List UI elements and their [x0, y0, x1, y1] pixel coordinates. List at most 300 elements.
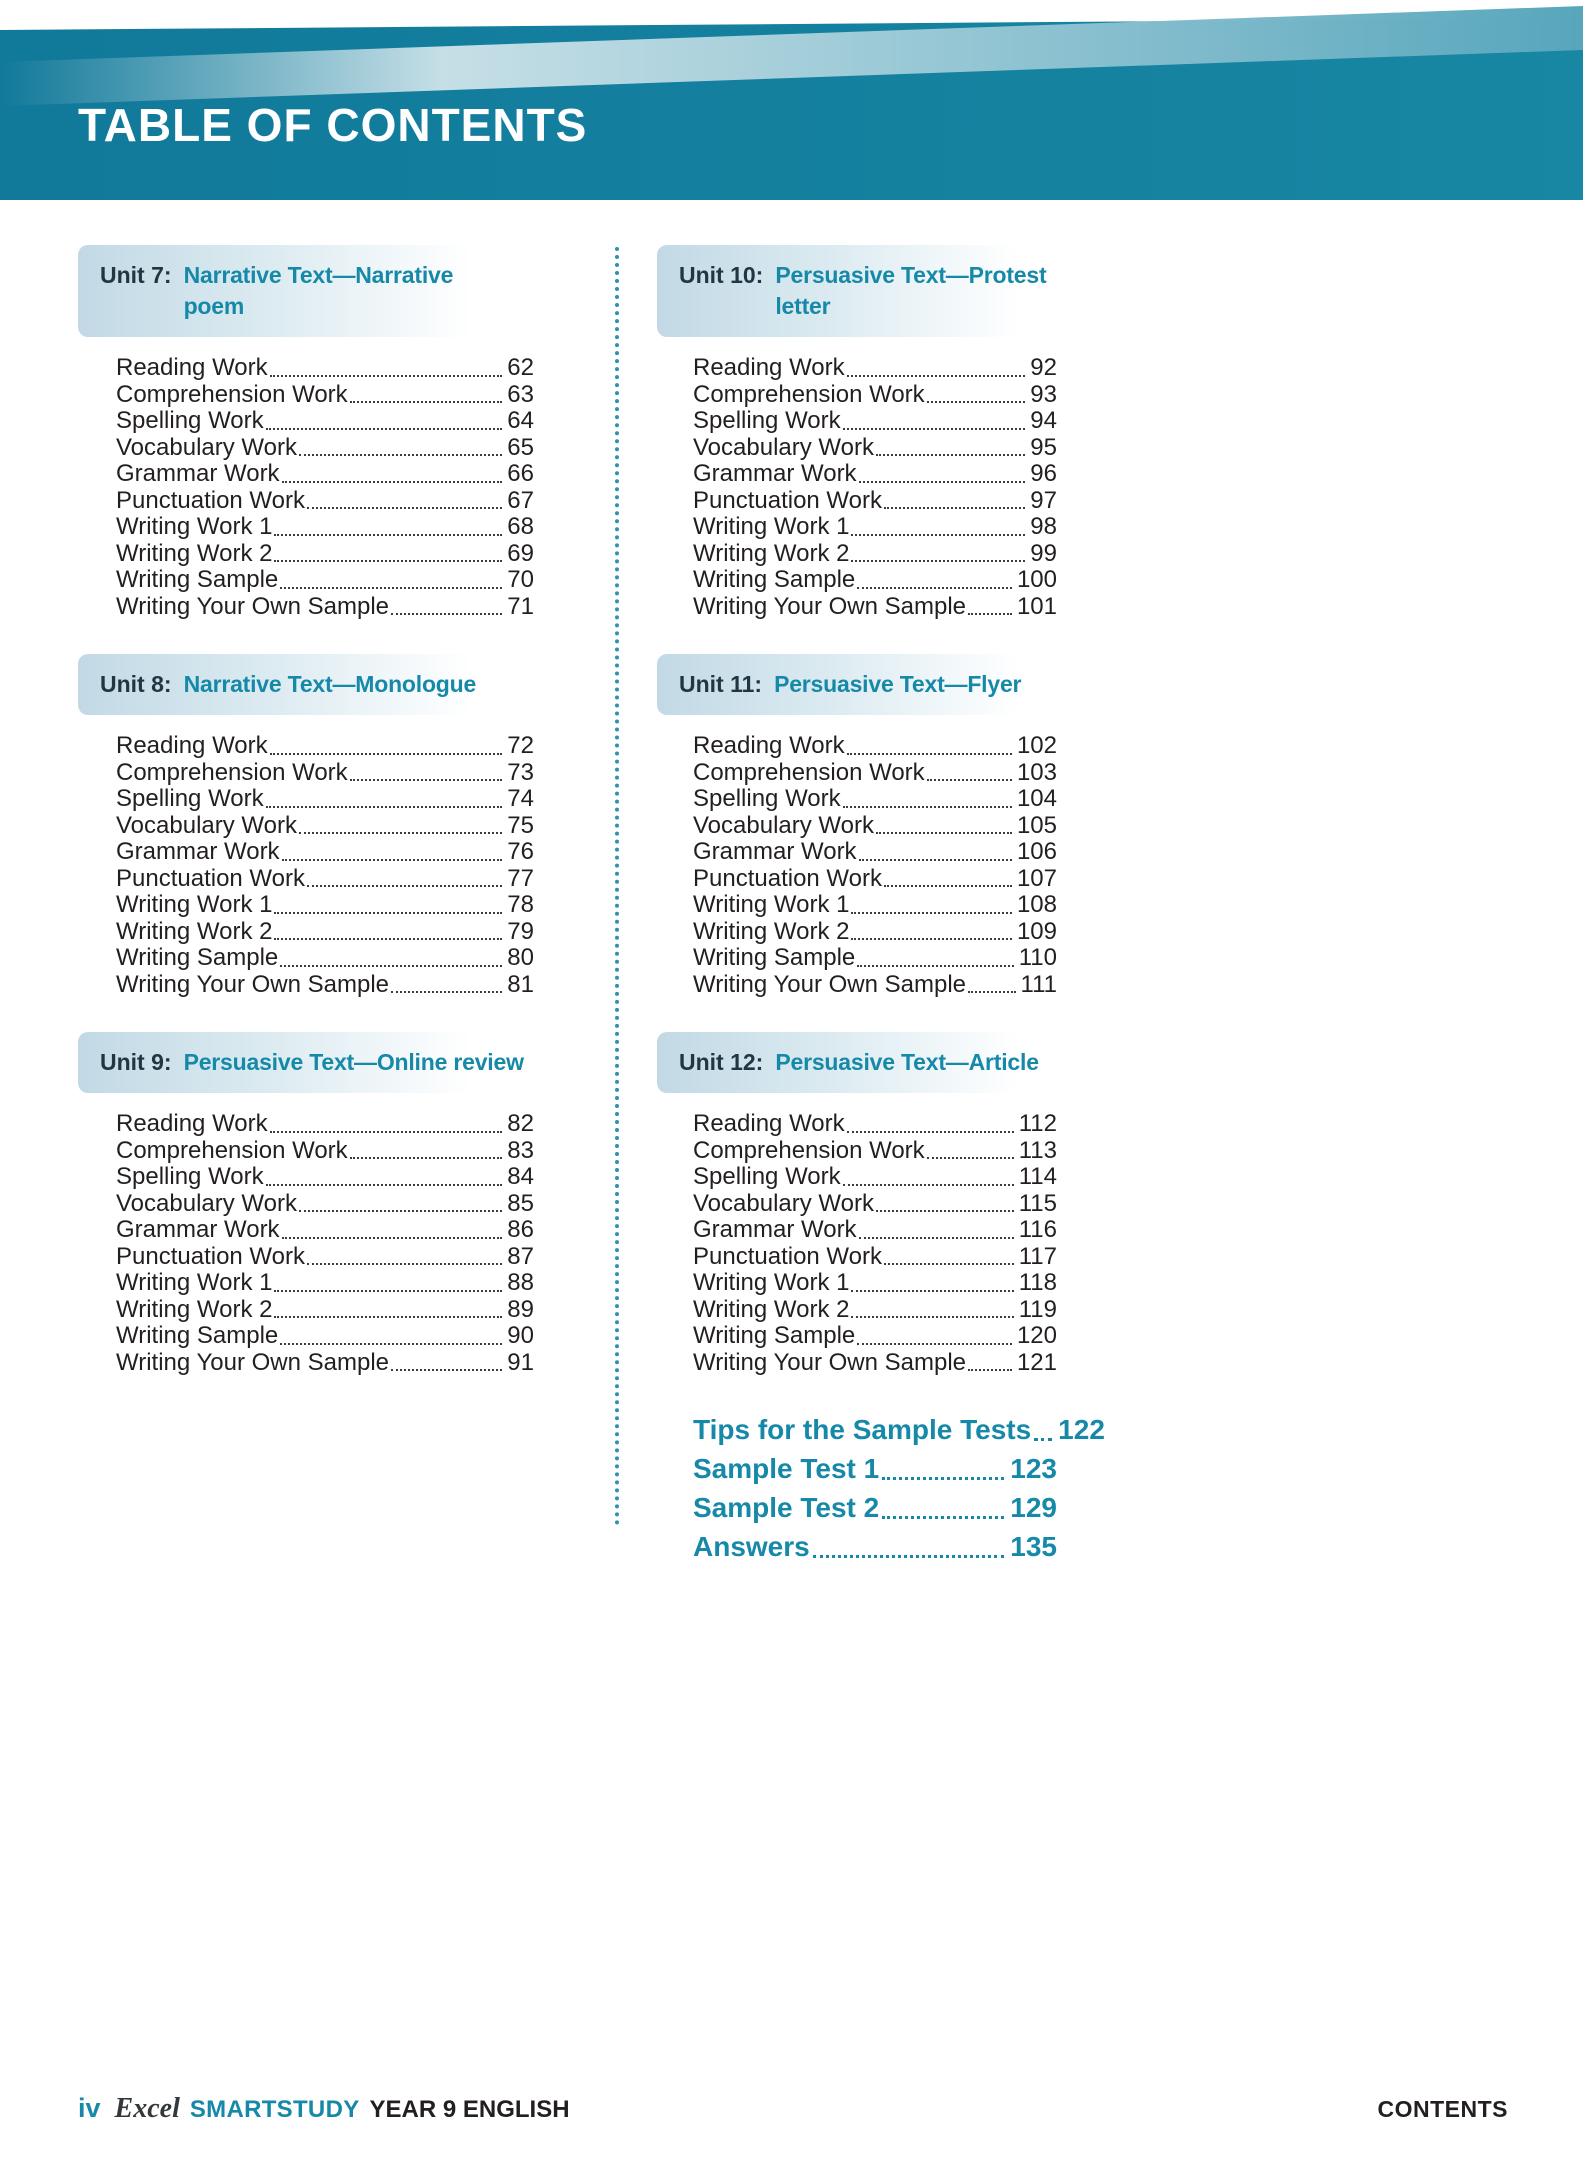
toc-entry: [693, 594, 1057, 621]
toc-entry: [116, 541, 534, 568]
toc-entry: [693, 1350, 1057, 1377]
dot-leader: [851, 534, 1025, 536]
toc-entry-page: 92: [1030, 354, 1057, 381]
toc-entry: [693, 866, 1057, 893]
toc-entry-page: 110: [1018, 944, 1057, 971]
extra-entry: [693, 1410, 1105, 1449]
toc-entry: [116, 813, 534, 840]
page-title: TABLE OF CONTENTS: [78, 99, 588, 151]
toc-entry-label: Spelling Work: [116, 407, 264, 434]
toc-entry-page: 100: [1016, 566, 1057, 593]
dot-leader: [851, 912, 1011, 914]
toc-entry-label: Writing Work 1: [693, 891, 850, 918]
toc-entry-page: 99: [1030, 539, 1057, 567]
toc-entry-page: 78: [507, 891, 534, 918]
toc-entry: [116, 594, 534, 621]
toc-entry: [116, 435, 534, 462]
dot-leader: [859, 481, 1026, 483]
toc-entry-label: Punctuation Work: [693, 864, 882, 892]
toc-entry-label: Spelling Work: [693, 785, 841, 812]
toc-entry-page: 117: [1018, 1242, 1057, 1270]
toc-entry-page: 80: [507, 944, 534, 971]
toc-entry: [116, 1191, 534, 1218]
toc-entry: [693, 760, 1057, 787]
dot-leader: [391, 613, 502, 615]
toc-entry-label: Comprehension Work: [693, 380, 925, 408]
dot-leader: [843, 428, 1026, 430]
dot-leader: [847, 375, 1026, 377]
toc-entry-label: Vocabulary Work: [116, 1189, 297, 1217]
toc-entry-page: 69: [507, 539, 534, 567]
toc-entry-page: 94: [1030, 407, 1057, 434]
unit-title: [184, 669, 477, 700]
toc-entry: [693, 541, 1057, 568]
toc-entry-label: Reading Work: [116, 354, 268, 381]
toc-entry-label: Comprehension Work: [116, 758, 348, 786]
toc-column-right: [657, 245, 1105, 1566]
extra-entry-page: 129: [1010, 1492, 1057, 1523]
toc-entry-page: 107: [1016, 864, 1057, 892]
toc-entry-label: Writing Work 1: [693, 1269, 850, 1296]
dot-leader: [847, 753, 1012, 755]
unit-label: Unit 9:: [100, 1049, 172, 1075]
dot-leader: [851, 1290, 1013, 1292]
page-footer: [0, 2093, 1583, 2171]
toc-entry-label: Spelling Work: [116, 1163, 264, 1190]
toc-entry-label: Writing Sample: [116, 1322, 279, 1349]
dot-leader: [274, 938, 502, 940]
dot-leader: [274, 1316, 502, 1318]
dot-leader: [350, 779, 503, 781]
unit-title-line: Persuasive Text—Online review: [183, 1049, 524, 1075]
dot-leader: [857, 1343, 1012, 1345]
extra-entry: [693, 1449, 1057, 1488]
extra-entry: [693, 1488, 1057, 1527]
dot-leader: [968, 1369, 1012, 1371]
dot-leader: [968, 613, 1012, 615]
toc-entry: [693, 1270, 1057, 1297]
toc-entry: [116, 1164, 534, 1191]
footer-brand: [78, 2093, 570, 2125]
toc-entry-page: 120: [1016, 1322, 1057, 1349]
toc-entry-page: 71: [507, 592, 534, 620]
toc-entry-label: Reading Work: [116, 1110, 268, 1137]
toc-entry-page: 75: [507, 811, 534, 839]
dot-leader: [876, 1210, 1014, 1212]
unit-11-section: [657, 654, 1097, 998]
brand-course: YEAR 9 ENGLISH: [369, 2096, 570, 2123]
toc-entry-label: Spelling Work: [116, 785, 264, 812]
dot-leader: [391, 1369, 502, 1371]
unit-8-entries: [78, 733, 558, 998]
dot-leader: [1034, 1438, 1052, 1441]
toc-entry-page: 102: [1016, 732, 1057, 759]
brand-smartstudy: SMARTSTUDY: [189, 2096, 360, 2123]
toc-entry-label: Grammar Work: [116, 460, 280, 487]
dot-leader: [882, 1516, 1004, 1519]
dot-leader: [350, 401, 503, 403]
dot-leader: [927, 779, 1012, 781]
toc-entry-page: 91: [507, 1348, 534, 1376]
toc-entry: [693, 1111, 1057, 1138]
toc-entry-label: Writing Work 2: [116, 1295, 273, 1323]
toc-entry-page: 79: [507, 917, 534, 945]
toc-entry: [116, 839, 534, 866]
toc-entry: [116, 514, 534, 541]
dot-leader: [884, 507, 1025, 509]
toc-entry: [693, 1217, 1057, 1244]
toc-entry: [116, 1111, 534, 1138]
toc-entry: [693, 355, 1057, 382]
toc-entry-label: Writing Your Own Sample: [693, 1348, 967, 1376]
toc-entry: [693, 1191, 1057, 1218]
toc-entry-page: 113: [1018, 1136, 1057, 1164]
dot-leader: [282, 859, 503, 861]
dot-leader: [847, 1131, 1014, 1133]
toc-entry-page: 70: [507, 566, 534, 593]
toc-entry-page: 87: [507, 1242, 534, 1270]
unit-7-entries: [78, 355, 558, 620]
toc-entry-label: Vocabulary Work: [693, 433, 874, 461]
unit-label: Unit 11:: [679, 671, 763, 697]
toc-entry: [116, 1270, 534, 1297]
unit-title: [184, 1047, 524, 1078]
dot-leader: [280, 587, 502, 589]
dot-leader: [859, 859, 1012, 861]
dot-leader: [857, 965, 1013, 967]
toc-entry-page: 66: [507, 460, 534, 487]
toc-entry-page: 97: [1030, 486, 1057, 514]
dot-leader: [884, 1263, 1014, 1265]
toc-entry: [693, 1297, 1057, 1324]
toc-entry-page: 88: [507, 1269, 534, 1296]
unit-7-header: [78, 245, 558, 337]
unit-9-entries: [78, 1111, 558, 1376]
toc-entry-page: 73: [507, 758, 534, 786]
toc-entry-label: Grammar Work: [693, 1216, 857, 1243]
brand-excel: Excel: [114, 2093, 180, 2124]
unit-11-header: [657, 654, 1097, 715]
toc-entry: [693, 514, 1057, 541]
dot-leader: [813, 1555, 1005, 1558]
toc-entry-page: 106: [1016, 838, 1057, 865]
toc-entry-label: Spelling Work: [693, 407, 841, 434]
extra-entry-page: 122: [1058, 1414, 1105, 1445]
toc-entry: [693, 813, 1057, 840]
dot-leader: [307, 1263, 502, 1265]
dot-leader: [859, 1237, 1014, 1239]
unit-label: Unit 7:: [100, 262, 172, 288]
extra-entry-page: 123: [1010, 1453, 1057, 1484]
unit-12-entries: [657, 1111, 1097, 1376]
toc-entry: [693, 919, 1057, 946]
toc-entry: [116, 1217, 534, 1244]
toc-entry-label: Writing Work 2: [693, 917, 850, 945]
toc-entry-label: Writing Work 1: [693, 513, 850, 540]
dot-leader: [299, 1210, 502, 1212]
brand-logo: [115, 2093, 570, 2125]
toc-entry: [693, 408, 1057, 435]
toc-entry-page: 121: [1016, 1348, 1057, 1376]
toc-entry-label: Punctuation Work: [116, 486, 305, 514]
toc-entry-page: 98: [1030, 513, 1057, 540]
unit-8-header: [78, 654, 558, 715]
toc-entry-page: 84: [507, 1163, 534, 1190]
toc-columns: [78, 245, 1583, 1566]
dot-leader: [270, 753, 503, 755]
toc-entry-page: 63: [507, 380, 534, 408]
toc-entry-label: Grammar Work: [693, 838, 857, 865]
toc-entry-label: Grammar Work: [116, 1216, 280, 1243]
toc-entry-page: 67: [507, 486, 534, 514]
unit-7-section: [78, 245, 558, 620]
dot-leader: [282, 481, 503, 483]
unit-title-line: Narrative Text—Narrative: [183, 262, 454, 288]
toc-entry: [116, 1297, 534, 1324]
dot-leader: [927, 401, 1026, 403]
toc-entry: [693, 488, 1057, 515]
toc-entry-page: 119: [1018, 1295, 1057, 1323]
toc-entry-label: Writing Your Own Sample: [116, 592, 390, 620]
unit-title-line: letter: [775, 293, 831, 319]
toc-entry: [116, 919, 534, 946]
footer-section-label: CONTENTS: [1377, 2096, 1508, 2122]
toc-entry-page: 62: [507, 354, 534, 381]
page-banner: [0, 0, 1583, 200]
dot-leader: [851, 938, 1011, 940]
toc-entry: [693, 1138, 1057, 1165]
toc-entry-label: Reading Work: [693, 1110, 845, 1137]
unit-10-header: [657, 245, 1097, 337]
extra-entry-label: Sample Test 2: [693, 1492, 880, 1523]
unit-12-section: [657, 1032, 1097, 1376]
toc-entry: [693, 1164, 1057, 1191]
toc-entry-page: 90: [507, 1322, 534, 1349]
toc-entry-label: Vocabulary Work: [116, 433, 297, 461]
toc-entry-label: Writing Sample: [693, 944, 856, 971]
toc-entry: [693, 435, 1057, 462]
toc-entry: [693, 892, 1057, 919]
dot-leader: [350, 1157, 503, 1159]
toc-entry-label: Punctuation Work: [116, 1242, 305, 1270]
toc-entry-label: Writing Work 2: [116, 917, 273, 945]
toc-entry-page: 118: [1018, 1269, 1057, 1296]
toc-entry: [116, 382, 534, 409]
toc-entry-label: Comprehension Work: [693, 758, 925, 786]
toc-entry: [693, 1323, 1057, 1350]
unit-label: Unit 8:: [100, 671, 172, 697]
column-divider: [615, 247, 619, 1526]
dot-leader: [843, 806, 1012, 808]
dot-leader: [266, 428, 503, 430]
toc-entry-label: Grammar Work: [693, 460, 857, 487]
toc-entry-page: 115: [1018, 1189, 1057, 1217]
toc-entry-label: Writing Your Own Sample: [693, 970, 967, 998]
toc-entry-page: 65: [507, 433, 534, 461]
toc-entry-page: 81: [507, 970, 534, 998]
dot-leader: [968, 991, 1015, 993]
unit-label: Unit 12:: [679, 1049, 764, 1075]
toc-entry-label: Reading Work: [693, 354, 845, 381]
toc-entry-page: 82: [507, 1110, 534, 1137]
toc-entry: [116, 567, 534, 594]
unit-10-section: [657, 245, 1097, 620]
toc-entry-label: Spelling Work: [693, 1163, 841, 1190]
toc-entry: [116, 355, 534, 382]
toc-entry-page: 101: [1016, 592, 1057, 620]
toc-entry-page: 64: [507, 407, 534, 434]
toc-entry-page: 114: [1018, 1163, 1057, 1190]
dot-leader: [266, 806, 503, 808]
toc-entry: [693, 461, 1057, 488]
dot-leader: [299, 454, 502, 456]
toc-entry: [116, 1138, 534, 1165]
toc-entry-label: Writing Work 1: [116, 1269, 273, 1296]
toc-entry-label: Comprehension Work: [116, 1136, 348, 1164]
toc-entry-label: Writing Sample: [116, 944, 279, 971]
unit-title-line: Persuasive Text—Article: [775, 1049, 1039, 1075]
toc-entry: [693, 945, 1057, 972]
toc-entry-label: Writing Work 2: [693, 539, 850, 567]
toc-entry-page: 89: [507, 1295, 534, 1323]
toc-entry: [116, 488, 534, 515]
toc-entry: [693, 839, 1057, 866]
unit-title: [775, 260, 1046, 322]
dot-leader: [882, 1477, 1004, 1480]
toc-entry: [116, 408, 534, 435]
extra-entry-page: 135: [1010, 1531, 1057, 1562]
dot-leader: [307, 507, 502, 509]
toc-entry: [693, 1244, 1057, 1271]
toc-entry-page: 103: [1016, 758, 1057, 786]
dot-leader: [274, 912, 502, 914]
toc-entry: [116, 760, 534, 787]
toc-entry: [116, 733, 534, 760]
dot-leader: [307, 885, 502, 887]
toc-entry-page: 93: [1030, 380, 1057, 408]
unit-title-line: Persuasive Text—Flyer: [774, 671, 1022, 697]
toc-entry-label: Punctuation Work: [116, 864, 305, 892]
unit-12-header: [657, 1032, 1097, 1093]
toc-entry: [116, 892, 534, 919]
unit-10-entries: [657, 355, 1097, 620]
toc-entry-label: Vocabulary Work: [693, 1189, 874, 1217]
toc-entry-page: 111: [1020, 970, 1057, 998]
toc-entry-page: 96: [1030, 460, 1057, 487]
dot-leader: [282, 1237, 503, 1239]
dot-leader: [274, 534, 502, 536]
unit-title-line: Narrative Text—Monologue: [183, 671, 477, 697]
toc-entry-page: 112: [1018, 1110, 1057, 1137]
extra-entry: [693, 1527, 1057, 1566]
toc-entry-label: Vocabulary Work: [116, 811, 297, 839]
dot-leader: [857, 587, 1012, 589]
toc-entry-page: 86: [507, 1216, 534, 1243]
toc-entry-page: 77: [507, 864, 534, 892]
toc-column-left: [78, 245, 558, 1566]
toc-entry: [693, 567, 1057, 594]
toc-entry-label: Comprehension Work: [693, 1136, 925, 1164]
folio-page-number: iv: [78, 2093, 101, 2123]
toc-entry-page: 95: [1030, 433, 1057, 461]
toc-entry-label: Vocabulary Work: [693, 811, 874, 839]
unit-title-line: Persuasive Text—Protest: [775, 262, 1047, 288]
unit-9-section: [78, 1032, 558, 1376]
dot-leader: [876, 832, 1012, 834]
toc-entry: [116, 1350, 534, 1377]
dot-leader: [884, 885, 1012, 887]
extra-entry-label: Answers: [693, 1531, 810, 1562]
toc-entry: [116, 1323, 534, 1350]
toc-entry-label: Writing Sample: [693, 1322, 856, 1349]
toc-entry-label: Writing Sample: [116, 566, 279, 593]
dot-leader: [270, 1131, 503, 1133]
toc-entry: [693, 382, 1057, 409]
toc-entry: [116, 461, 534, 488]
toc-entry: [693, 972, 1057, 999]
toc-entry-label: Writing Sample: [693, 566, 856, 593]
toc-entry-page: 72: [507, 732, 534, 759]
toc-entry: [116, 786, 534, 813]
toc-entry-page: 83: [507, 1136, 534, 1164]
dot-leader: [266, 1184, 503, 1186]
dot-leader: [280, 965, 502, 967]
dot-leader: [927, 1157, 1014, 1159]
toc-entry-label: Writing Work 2: [116, 539, 273, 567]
toc-entry-page: 68: [507, 513, 534, 540]
toc-entry-page: 85: [507, 1189, 534, 1217]
toc-entry: [116, 945, 534, 972]
toc-entry-label: Comprehension Work: [116, 380, 348, 408]
toc-entry-page: 116: [1018, 1216, 1057, 1243]
toc-entry-label: Grammar Work: [116, 838, 280, 865]
dot-leader: [270, 375, 503, 377]
toc-entry-label: Writing Work 1: [116, 891, 273, 918]
unit-8-section: [78, 654, 558, 998]
dot-leader: [299, 832, 502, 834]
dot-leader: [851, 560, 1025, 562]
toc-entry: [116, 1244, 534, 1271]
dot-leader: [843, 1184, 1014, 1186]
toc-entry-label: Punctuation Work: [693, 486, 882, 514]
toc-entry-label: Writing Work 2: [693, 1295, 850, 1323]
unit-title: [184, 260, 454, 322]
dot-leader: [274, 560, 502, 562]
toc-entry-page: 74: [507, 785, 534, 812]
dot-leader: [851, 1316, 1013, 1318]
toc-entry-label: Writing Your Own Sample: [116, 970, 390, 998]
toc-entry-page: 108: [1016, 891, 1057, 918]
unit-label: Unit 10:: [679, 262, 764, 288]
toc-entry-label: Writing Your Own Sample: [693, 592, 967, 620]
dot-leader: [274, 1290, 502, 1292]
toc-entry-page: 104: [1016, 785, 1057, 812]
toc-entry: [693, 786, 1057, 813]
unit-title-line: poem: [183, 293, 245, 319]
toc-entry: [116, 866, 534, 893]
toc-entry-page: 76: [507, 838, 534, 865]
toc-entry-label: Writing Work 1: [116, 513, 273, 540]
unit-11-entries: [657, 733, 1097, 998]
dot-leader: [280, 1343, 502, 1345]
toc-entry: [693, 733, 1057, 760]
toc-entry-label: Punctuation Work: [693, 1242, 882, 1270]
unit-title: [775, 1047, 1038, 1078]
toc-entry-label: Writing Your Own Sample: [116, 1348, 390, 1376]
dot-leader: [876, 454, 1025, 456]
unit-title: [774, 669, 1021, 700]
extras-list: [657, 1410, 1105, 1566]
